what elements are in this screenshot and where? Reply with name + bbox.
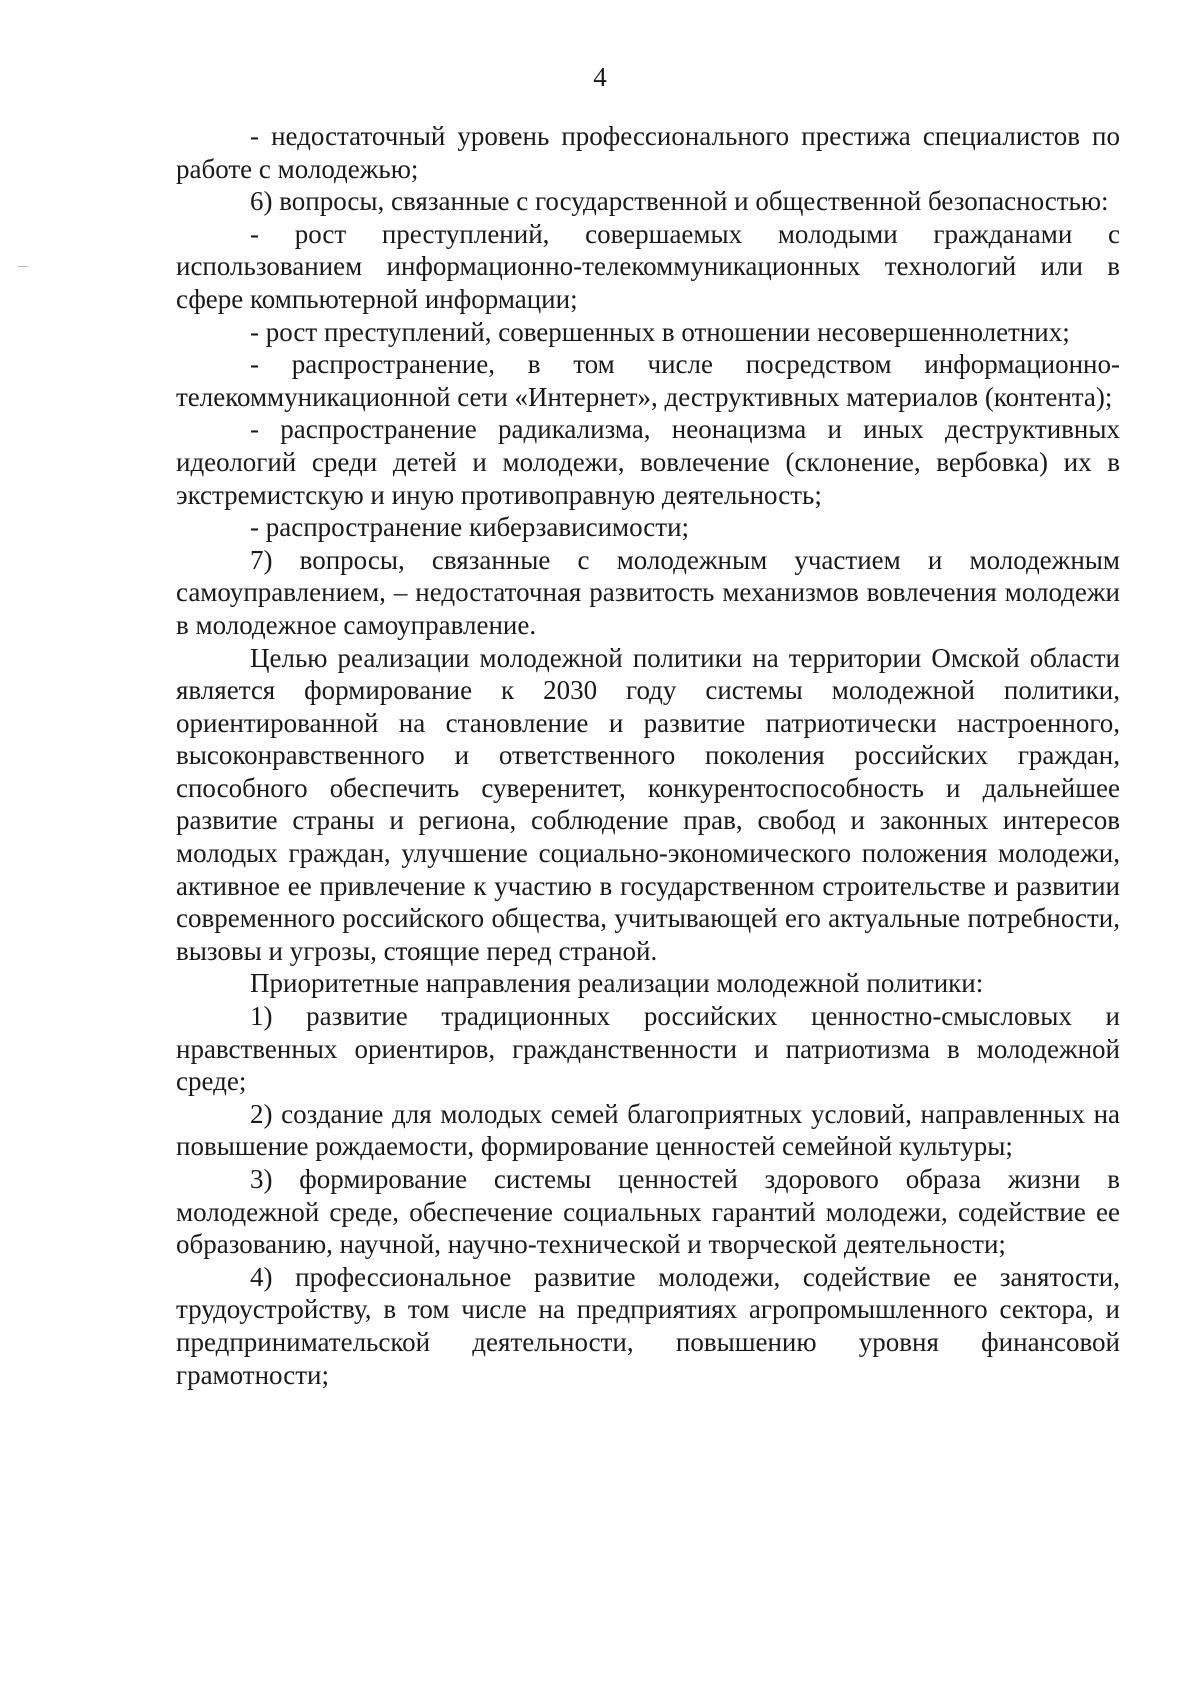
list-item-priority-1: 1) развитие традиционных российских ценностно-смысловых и нравственных ориентиров, гражданственности и патриотизма в молодежной среде; [176,1001,1120,1097]
list-item-cyber-crimes: - рост преступлений, совершаемых молодыми гражданами с использованием информационно-телекоммуникационных технологий или в сфере компьютерной информации; [176,218,1120,314]
document-body [176,120,1120,1391]
list-item-cyber-addiction: - распространение киберзависимости; [250,512,690,543]
paragraph-priorities-heading: Приоритетные направления реализации молодежной политики: [250,968,984,999]
list-item-priority-4: 4) профессиональное развитие молодежи, содействие ее занятости, трудоустройству, в том числе на предприятиях агропромышленного сектора, и предпринимательской деятельности, повышению уровня финансовой грамотности; [176,1261,1120,1390]
list-item-6-security: 6) вопросы, связанные с государственной и общественной безопасностью: [250,186,1109,217]
page-number: 4 [593,62,607,92]
list-item-radicalism: - распространение радикализма, неонацизма и иных деструктивных идеологий среди детей и молодежи, вовлечение (склонение, вербовка) их в экстремистскую и иную противоправную деятельность; [176,414,1120,510]
list-item-priority-3: 3) формирование системы ценностей здорового образа жизни в молодежной среде, обеспечение социальных гарантий молодежи, содействие ее образованию, научной, научно-технической и творческой деятельности; [176,1164,1120,1260]
scan-margin-mark [18,266,28,267]
list-item-7-self-government: 7) вопросы, связанные с молодежным участием и молодежным самоуправлением, – недостаточная развитость механизмов вовлечения молодежи в молодежное самоуправление. [176,544,1120,640]
list-item-priority-2: 2) создание для молодых семей благоприятных условий, направленных на повышение рождаемости, формирование ценностей семейной культуры; [176,1098,1120,1162]
list-item-destructive-content: - распространение, в том числе посредством информационно-телекоммуникационной сети «Интернет», деструктивных материалов (контента); [176,349,1120,412]
paragraph-policy-goal: Целью реализации молодежной политики на территории Омской области является формирование к 2030 году системы молодежной политики, ориентированной на становление и развитие патриотически настроенного, высоконравственного и ответственного поколения российских граждан, способного обеспечить суверенитет, конкурентоспособность и дальнейшее развитие страны и региона, соблюдение прав, свобод и законных интересов молодых граждан, улучшение социально-экономического положения молодежи, активное ее привлечение к участию в государственном строительстве и развитии современного российского общества, учитывающей его актуальные потребности, вызовы и угрозы, стоящие перед страной. [176,642,1120,966]
list-item-prestige: - недостаточный уровень профессионального престижа специалистов по работе с молодежью; [176,121,1120,184]
list-item-minor-crimes: - рост преступлений, совершенных в отношении несовершеннолетних; [250,316,1070,347]
